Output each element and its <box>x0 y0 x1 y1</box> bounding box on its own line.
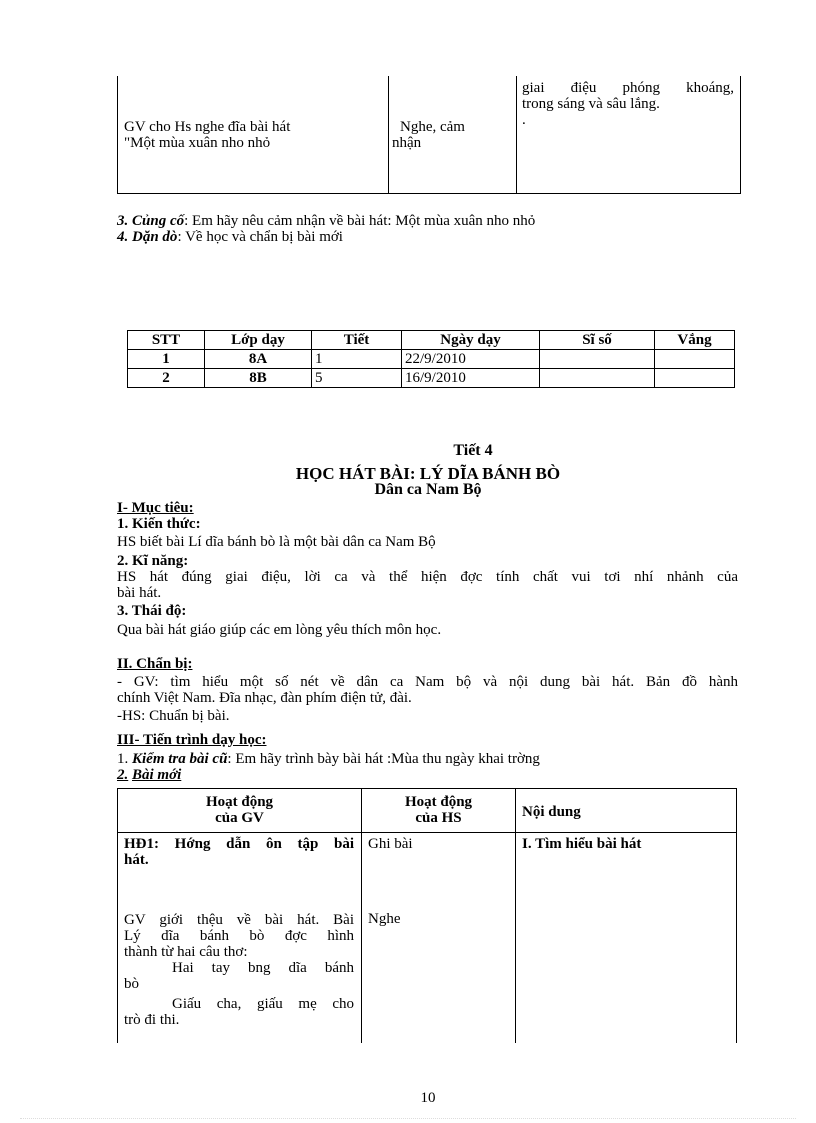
lesson-title: HỌC HÁT BÀI: LÝ DĨA BÁNH BÒ <box>295 464 561 483</box>
schedule-cell: 16/9/2010 <box>402 369 540 388</box>
schedule-cell: 2 <box>128 369 205 388</box>
schedule-cell: 5 <box>312 369 402 388</box>
page-footer-divider <box>20 1118 796 1119</box>
cung-co-label: 3. Củng cố <box>117 213 185 229</box>
page-number: 10 <box>420 1090 436 1106</box>
activity-header-content: Nội dung <box>522 804 581 820</box>
preparation-hs: -HS: Chuẩn bị bài. <box>117 708 230 724</box>
preparation-gv-1: - GV: tìm hiểu một số nét về dân ca Nam bộ và nội dung bài hát. Bản đồ hành <box>117 674 738 690</box>
activity-header-gv: Hoạt động của GV <box>205 794 274 826</box>
table-row <box>128 369 735 388</box>
activity-tim-hieu: I. Tìm hiểu bài hát <box>522 836 642 852</box>
cung-co-text: : Em hãy nêu cảm nhận về bài hát: Một mùa xuân nho nhỏ <box>184 213 536 229</box>
schedule-header-row <box>128 331 735 350</box>
attitude-text: Qua bài hát giáo giúp các em lòng yêu thích môn học. <box>117 622 442 638</box>
activity-ghi-bai: Ghi bài <box>368 836 413 852</box>
schedule-cell <box>655 350 735 369</box>
schedule-cell <box>655 369 735 388</box>
schedule-header: Vắng <box>655 331 735 350</box>
skills-text-2: bài hát. <box>117 585 162 601</box>
knowledge-text: HS biết bài Lí dĩa bánh bò là một bài dân ca Nam Bộ <box>117 534 436 550</box>
new-lesson-line: 2. Bài mới <box>117 767 182 783</box>
process-section <box>117 732 738 783</box>
cung-co-line <box>117 213 535 229</box>
schedule-cell: 1 <box>312 350 402 369</box>
table-row <box>128 350 735 369</box>
schedule-cell <box>540 350 655 369</box>
schedule-cell: 1 <box>128 350 205 369</box>
schedule-cell: 8A <box>205 350 312 369</box>
activity-hd1: HĐ1: Hớng dẫn ôn tập bài hát. <box>124 836 354 868</box>
top-cell-gv: GV cho Hs nghe đĩa bài hát "Một mùa xuân nho nhỏ <box>124 119 291 151</box>
preparation-gv-2: chính Việt Nam. Đĩa nhạc, đàn phím điện tử, đài. <box>117 690 412 706</box>
dan-do-line <box>117 229 343 245</box>
skills-heading: 2. Kĩ năng: <box>117 553 189 569</box>
dan-do-text: : Về học và chẩn bị bài mới <box>177 229 343 245</box>
schedule-header: Sĩ số <box>540 331 655 350</box>
preparation-heading: II. Chẩn bị: <box>117 656 193 672</box>
objectives-section <box>117 500 738 638</box>
objectives-heading: I- Mục tiêu: <box>117 500 194 516</box>
schedule-header: Ngày dạy <box>402 331 540 350</box>
lesson-period: Tiết 4 <box>453 442 493 459</box>
schedule-header: STT <box>128 331 205 350</box>
schedule-cell <box>540 369 655 388</box>
schedule-cell: 8B <box>205 369 312 388</box>
dan-do-label: 4. Dặn dò <box>117 229 178 245</box>
lesson-subtitle: Dân ca Nam Bộ <box>374 481 482 498</box>
schedule-header: Lớp dạy <box>205 331 312 350</box>
schedule-header: Tiết <box>312 331 402 350</box>
schedule-table <box>127 330 735 388</box>
activity-header-hs: Hoạt động của HS <box>404 794 473 826</box>
skills-text-1: HS hát đúng giai điệu, lời ca và thể hiện đợc tính chất vui tơi nhí nhảnh của <box>117 569 738 585</box>
activity-nghe: Nghe <box>368 911 401 927</box>
top-cell-content: giai điệu phóng khoáng, trong sáng và sâu lắng. . <box>522 80 734 128</box>
old-lesson-line: 1. Kiểm tra bài cũ: Em hãy trình bày bài hát :Mùa thu ngày khai trờng <box>117 751 540 767</box>
top-cell-hs: Nghe, cảm nhận <box>392 119 465 151</box>
preparation-section <box>117 656 738 724</box>
activity-gv-intro: GV giới thệu về bài hát. Bài Lý dĩa bánh bò đợc hình thành từ hai câu thơ: Hai tay bng dĩa bánh bò Giấu cha, giấu mẹ cho trò đi thi. <box>124 912 354 1028</box>
schedule-cell: 22/9/2010 <box>402 350 540 369</box>
attitude-heading: 3. Thái độ: <box>117 603 187 619</box>
process-heading: III- Tiến trình dạy học: <box>117 732 267 748</box>
knowledge-heading: 1. Kiến thức: <box>117 516 201 532</box>
